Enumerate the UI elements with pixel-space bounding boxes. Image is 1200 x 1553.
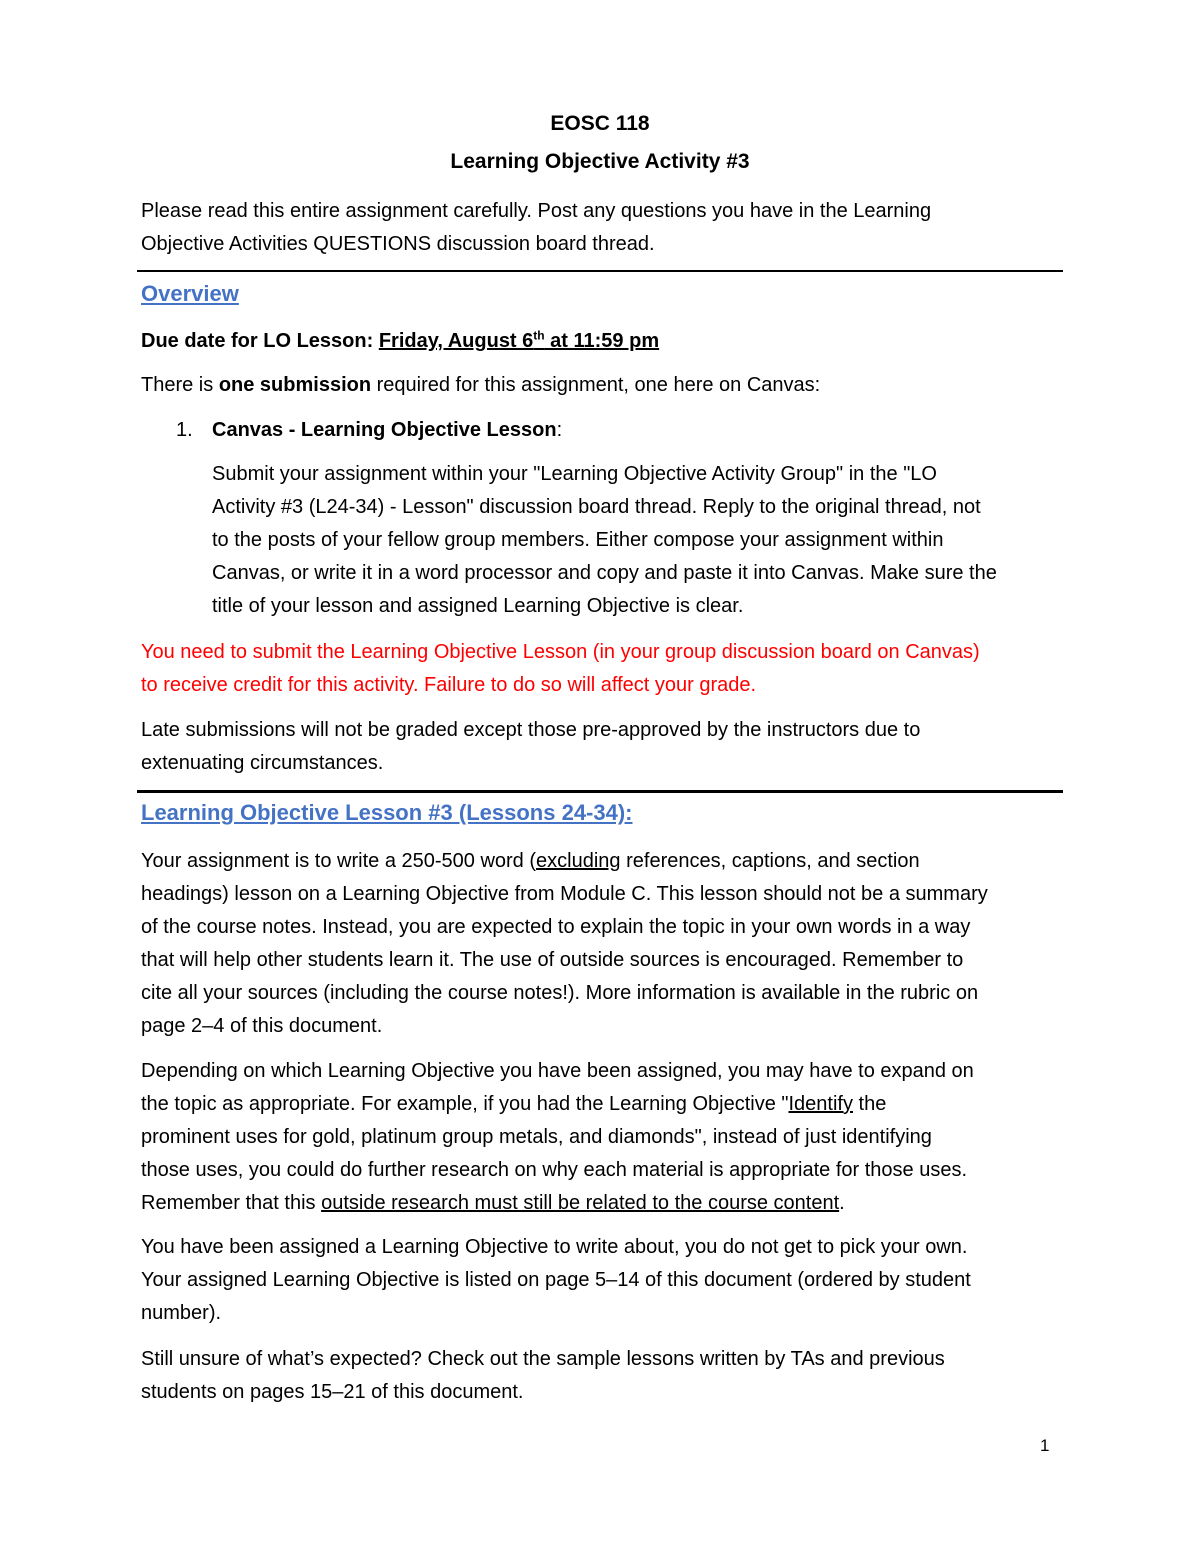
lesson-paragraph-4: Still unsure of what’s expected? Check out the sample lessons written by TAs and previous students on pages 15–21 of this document. [141, 1348, 945, 1403]
due-date-line [141, 325, 1066, 358]
due-date-value: Friday, August 6th at 11:59 pm [378, 328, 660, 352]
intro-line-2: Objective Activities QUESTIONS discussion board thread. [141, 233, 655, 255]
lesson-paragraph-2: Depending on which Learning Objective you have been assigned, you may have to expand on the topic as appropriate. For example, if you had the Learning Objective "Identify the prominent uses for gold, platinum group metals, and diamonds", instead of just identifying those uses, you could do further research on why each material is appropriate for those uses. Remember that this outside research must still be related to the course content. [141, 1060, 974, 1214]
submission-count: one submission [218, 374, 372, 396]
list-item-detail: Submit your assignment within your "Learning Objective Activity Group" in the "LO Activity #3 (L24-34) - Lesson" discussion board thread. Reply to the original thread, not to the posts of your fellow group members. Either compose your assignment within Canvas, or write it in a word processor and copy and paste it into Canvas. Make sure the title of your lesson and assigned Learning Objective is clear. [212, 463, 997, 617]
late-policy-paragraph: Late submissions will not be graded except those pre-approved by the instructors due to extenuating circumstances. [141, 719, 921, 774]
warning-paragraph: You need to submit the Learning Objective Lesson (in your group discussion board on Canvas) to receive credit for this activity. Failure to do so will affect your grade. [141, 641, 980, 696]
list-number: 1. [176, 419, 193, 441]
document-title: Learning Objective Activity #3 [450, 150, 750, 173]
lesson-paragraph-3: You have been assigned a Learning Objective to write about, you do not get to pick your own. Your assigned Learning Objective is listed on page 5–14 of this document (ordered by student number). [141, 1236, 971, 1324]
intro-line-1: Please read this entire assignment carefully. Post any questions you have in the Learning [141, 200, 932, 222]
submission-line: There is one submission required for this assignment, one here on Canvas: [141, 374, 821, 396]
course-code: EOSC 118 [550, 112, 650, 135]
lesson-heading: Learning Objective Lesson #3 (Lessons 24-34): [141, 800, 633, 825]
page-number: 1 [1040, 1436, 1050, 1455]
section-divider-2 [137, 790, 1063, 793]
intro-paragraph [141, 195, 1066, 261]
due-date-label: Due date for LO Lesson: [141, 330, 379, 352]
list-item-title: Canvas - Learning Objective Lesson: [212, 419, 563, 441]
lesson-paragraph-1: Your assignment is to write a 250-500 word (excluding references, captions, and section headings) lesson on a Learning Objective from Module C. This lesson should not be a summary of the course notes. Instead, you are expected to explain the topic in your own words in a way that will help other students learn it. The use of outside sources is encouraged. Remember to cite all your sources (including the course notes!). More information is available in the rubric on page 2–4 of this document. [141, 850, 988, 1037]
overview-heading: Overview [141, 281, 239, 306]
section-divider-1 [137, 270, 1063, 272]
